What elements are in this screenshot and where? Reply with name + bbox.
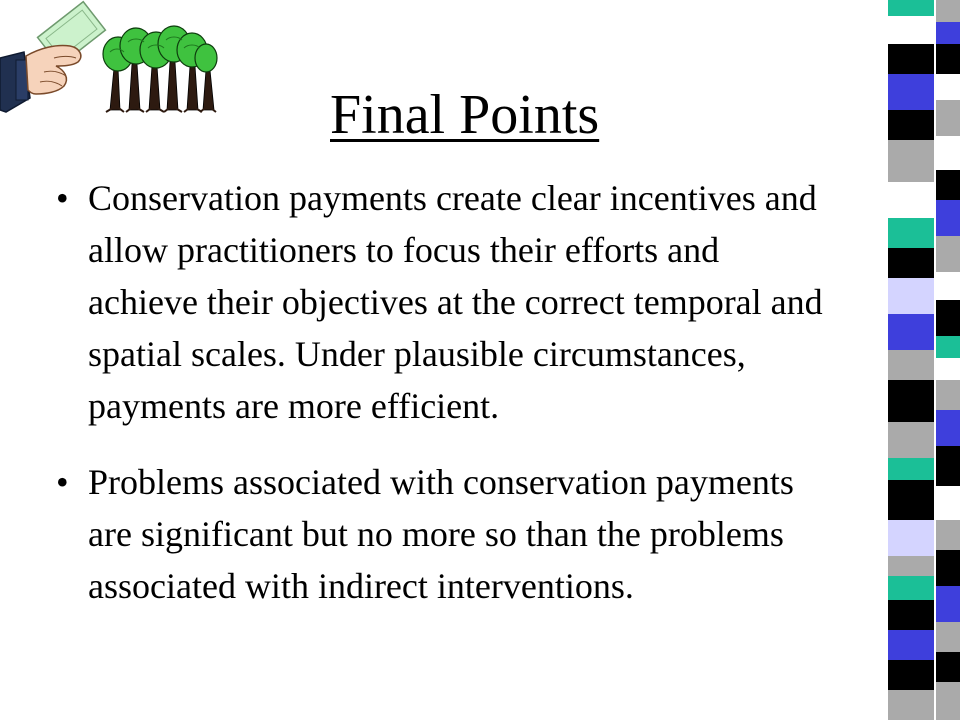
slide-title: Final Points [330,84,600,146]
hand-holding-money-icon [0,0,110,122]
strip-left-column [888,0,934,720]
forest-trees-icon [102,24,218,114]
strip-right-column [936,0,960,720]
bullet-text: Problems associated with conservation payments are significant but no more so than the problems associated with indirect interventions. [88,462,794,606]
bullet-text: Conservation payments create clear incentives and allow practitioners to focus their efforts and achieve their objectives at the correct temporal and spatial scales. Under plausible circumstances, payments are more efficient. [88,178,823,426]
bullet-list [56,172,826,612]
bullet-dot: • [56,462,69,502]
side-strip-pattern [878,0,960,720]
bullet-item [56,172,826,432]
bullet-item [56,456,826,612]
bullet-dot: • [56,178,69,218]
decorative-side-strip [878,0,960,720]
